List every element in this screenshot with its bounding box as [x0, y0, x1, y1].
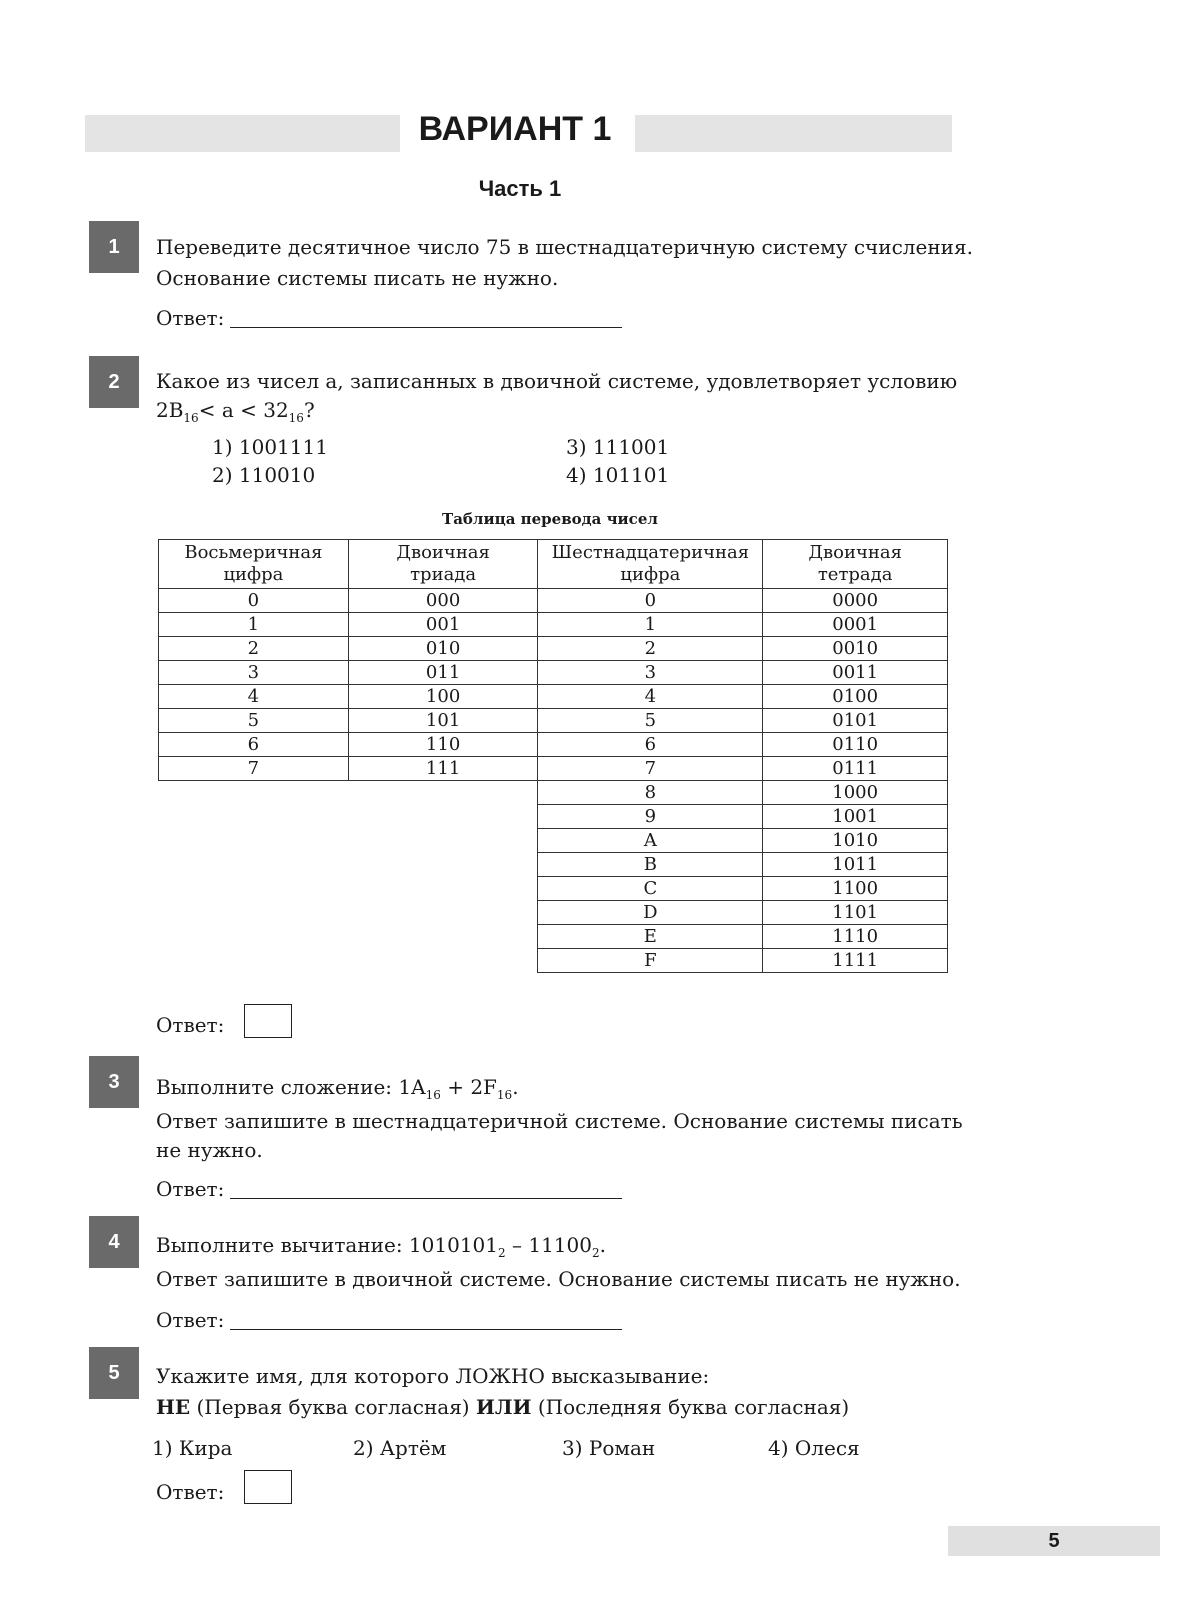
q5-keyword-not: НЕ	[156, 1395, 191, 1419]
table-cell: 011	[348, 661, 538, 685]
header-band-right	[635, 115, 952, 152]
table-cell: 9	[538, 805, 763, 829]
table-cell: 7	[538, 757, 763, 781]
table-empty-cell	[348, 877, 538, 901]
page-number: 5	[1048, 1530, 1060, 1552]
q2-cond-mid: < a < 32	[198, 398, 289, 422]
table-empty-cell	[159, 805, 349, 829]
q3-sub2: 16	[496, 1088, 513, 1102]
q2-cond-b-sub: 16	[288, 411, 304, 425]
table-cell: F	[538, 949, 763, 973]
table-row	[159, 709, 948, 733]
table-header-cell: Шестнадцатеричная цифра	[538, 540, 763, 589]
q5-keyword-or: ИЛИ	[475, 1395, 532, 1419]
table-cell: 101	[348, 709, 538, 733]
q3-mid: + 2F	[440, 1075, 497, 1099]
table-cell: 1	[159, 613, 349, 637]
q3-prefix: Выполните сложение: 1A	[156, 1075, 426, 1099]
q5-option-4[interactable]: 4) Олеся	[768, 1436, 860, 1460]
table-cell: 7	[159, 757, 349, 781]
table-header-cell: Двоичная тетрада	[763, 540, 948, 589]
question-number-3: 3	[89, 1056, 139, 1108]
table-row	[159, 949, 948, 973]
table-cell: B	[538, 853, 763, 877]
q1-answer-field[interactable]	[230, 326, 622, 328]
table-cell: 1100	[763, 877, 948, 901]
q3-sub1: 16	[425, 1088, 441, 1102]
table-cell: 2	[159, 637, 349, 661]
table-cell: 8	[538, 781, 763, 805]
header-band-left	[85, 115, 400, 152]
table-cell: 3	[538, 661, 763, 685]
table-row	[159, 781, 948, 805]
question-number-5: 5	[89, 1347, 139, 1399]
table-header-row	[159, 540, 948, 589]
q2-cond-a-sub: 16	[183, 411, 199, 425]
table-row	[159, 757, 948, 781]
question-number-4: 4	[89, 1216, 139, 1268]
table-cell: 0011	[763, 661, 948, 685]
part-title: Часть 1	[478, 176, 562, 201]
table-row	[159, 637, 948, 661]
q4-text-line1	[156, 1233, 606, 1260]
q1-text-line2: Основание системы писать не нужно.	[156, 266, 559, 290]
q2-cond-end: ?	[303, 398, 315, 422]
table-row	[159, 805, 948, 829]
q3-end: .	[512, 1075, 519, 1099]
q3-text-line2: Ответ запишите в шестнадцатеричной системе. Основание системы писать	[156, 1109, 963, 1133]
q2-text-line1-content: Какое из чисел a, записанных в двоичной системе, удовлетворяет условию	[156, 369, 958, 393]
table-empty-cell	[348, 949, 538, 973]
table-cell: 0110	[763, 733, 948, 757]
table-cell: 1010	[763, 829, 948, 853]
table-cell: 1011	[763, 853, 948, 877]
q4-sub2: 2	[591, 1246, 600, 1260]
table-cell: 0001	[763, 613, 948, 637]
table-cell: 0100	[763, 685, 948, 709]
table-empty-cell	[159, 925, 349, 949]
q4-mid: – 11100	[505, 1233, 592, 1257]
q3-answer-label: Ответ:	[156, 1177, 225, 1201]
table-cell: 0010	[763, 637, 948, 661]
variant-title: ВАРИАНТ 1	[418, 110, 612, 148]
table-row	[159, 661, 948, 685]
table-cell: 000	[348, 589, 538, 613]
table-row	[159, 613, 948, 637]
table-caption: Таблица перевода чисел	[442, 510, 658, 528]
q5-text-line1: Укажите имя, для которого ЛОЖНО высказывание:	[156, 1364, 710, 1388]
table-row	[159, 853, 948, 877]
table-cell: 6	[538, 733, 763, 757]
table-cell: 5	[538, 709, 763, 733]
table-cell: C	[538, 877, 763, 901]
question-number-1: 1	[89, 221, 139, 273]
table-cell: 1111	[763, 949, 948, 973]
q5-text-line2	[156, 1395, 849, 1419]
q4-end: .	[599, 1233, 606, 1257]
q2-option-4[interactable]: 4) 101101	[566, 463, 670, 487]
q3-text-line1	[156, 1075, 519, 1102]
q1-answer-label: Ответ:	[156, 306, 225, 330]
table-cell: 5	[159, 709, 349, 733]
table-header-cell: Восьмеричная цифра	[159, 540, 349, 589]
table-empty-cell	[159, 829, 349, 853]
table-cell: 100	[348, 685, 538, 709]
table-empty-cell	[159, 901, 349, 925]
table-cell: 4	[159, 685, 349, 709]
table-empty-cell	[348, 781, 538, 805]
table-cell: 111	[348, 757, 538, 781]
table-row	[159, 901, 948, 925]
table-cell: 110	[348, 733, 538, 757]
table-row	[159, 925, 948, 949]
table-cell: 1001	[763, 805, 948, 829]
table-empty-cell	[159, 781, 349, 805]
table-row	[159, 733, 948, 757]
q2-option-3[interactable]: 3) 111001	[566, 435, 670, 459]
table-cell: 1000	[763, 781, 948, 805]
table-empty-cell	[159, 877, 349, 901]
table-empty-cell	[348, 925, 538, 949]
q2-condition	[156, 398, 315, 425]
q2-answer-label: Ответ:	[156, 1013, 225, 1037]
table-empty-cell	[159, 853, 349, 877]
table-cell: 1110	[763, 925, 948, 949]
q5-answer-label: Ответ:	[156, 1480, 225, 1504]
table-cell: 0101	[763, 709, 948, 733]
q4-answer-label: Ответ:	[156, 1308, 225, 1332]
q5-option-1[interactable]: 1) Кира	[152, 1436, 233, 1460]
table-cell: A	[538, 829, 763, 853]
table-header-cell: Двоичная триада	[348, 540, 538, 589]
table-cell: 0	[159, 589, 349, 613]
table-row	[159, 685, 948, 709]
q4-prefix: Выполните вычитание: 1010101	[156, 1233, 498, 1257]
table-row	[159, 589, 948, 613]
q5-option-2[interactable]: 2) Артём	[353, 1436, 447, 1460]
q4-text-line2: Ответ запишите в двоичной системе. Основание системы писать не нужно.	[156, 1267, 961, 1291]
table-cell: 6	[159, 733, 349, 757]
q2-option-2[interactable]: 2) 110010	[212, 463, 316, 487]
q5-part1: (Первая буква согласная)	[190, 1395, 476, 1419]
table-cell: 001	[348, 613, 538, 637]
table-cell: 0000	[763, 589, 948, 613]
q2-text-line1	[156, 369, 957, 393]
table-empty-cell	[348, 805, 538, 829]
q2-answer-box[interactable]	[244, 1004, 292, 1038]
table-cell: E	[538, 925, 763, 949]
question-number-2: 2	[89, 356, 139, 408]
table-cell: 0111	[763, 757, 948, 781]
table-cell: 0	[538, 589, 763, 613]
table-empty-cell	[348, 853, 538, 877]
q4-answer-field[interactable]	[230, 1328, 622, 1330]
conversion-table	[158, 539, 948, 973]
q3-text-line3: не нужно.	[156, 1138, 263, 1162]
table-row	[159, 829, 948, 853]
table-empty-cell	[348, 901, 538, 925]
q1-text-line1: Переведите десятичное число 75 в шестнадцатеричную систему счисления.	[156, 235, 973, 259]
q5-answer-box[interactable]	[244, 1470, 292, 1504]
table-empty-cell	[348, 829, 538, 853]
table-cell: 1101	[763, 901, 948, 925]
q3-answer-field[interactable]	[230, 1197, 622, 1199]
table-row	[159, 877, 948, 901]
table-cell: 010	[348, 637, 538, 661]
table-cell: 1	[538, 613, 763, 637]
q4-sub1: 2	[498, 1246, 506, 1260]
table-cell: 2	[538, 637, 763, 661]
table-cell: 4	[538, 685, 763, 709]
q5-option-3[interactable]: 3) Роман	[562, 1436, 656, 1460]
q2-cond-a: 2B	[156, 398, 184, 422]
q2-option-1[interactable]: 1) 1001111	[212, 435, 328, 459]
table-cell: 3	[159, 661, 349, 685]
table-empty-cell	[159, 949, 349, 973]
q5-part2: (Последняя буква согласная)	[531, 1395, 850, 1419]
table-cell: D	[538, 901, 763, 925]
